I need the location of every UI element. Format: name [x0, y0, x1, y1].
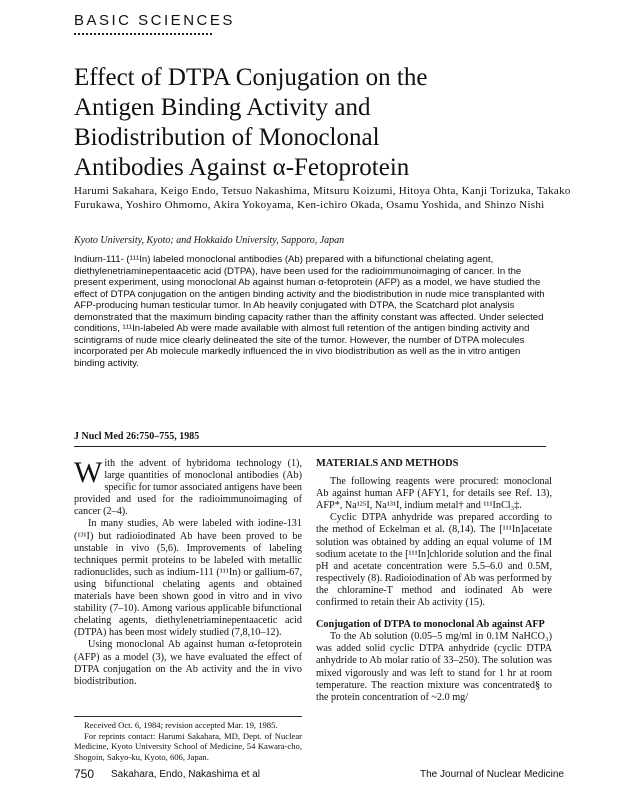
page-number: 750 — [74, 767, 95, 781]
title-line-2: Antigen Binding Activity and — [74, 94, 371, 121]
paragraph-conjugation: To the Ab solution (0.05–5 mg/ml in 0.1M NaHCO₃) was added solid cyclic DTPA anhydride (cyclic DTPA anhydride to Ab molar ratio of 33–250). The solution was mixed vigorously and was left to stand for 1 hr at room temperature. The reaction mixture was concentrated§ to the protein concentration of ~2.0 mg/ — [316, 631, 552, 703]
abstract-divider — [74, 446, 546, 447]
title-line-1: Effect of DTPA Conjugation on the — [74, 64, 428, 91]
left-column — [74, 458, 302, 688]
section-heading-methods: MATERIALS AND METHODS — [316, 458, 459, 469]
article-title — [74, 63, 594, 183]
subheading-conjugation: Conjugation of DTPA to monoclonal Ab against AFP — [316, 619, 545, 631]
author-list: Harumi Sakahara, Keigo Endo, Tetsuo Nakashima, Mitsuru Koizumi, Hitoya Ohta, Kanji Torizuka, Takako Furukawa, Yoshiro Ohmomo, Akira Yokoyama, Ken-ichiro Okada, Osamu Yoshida, and Shinzo Nishi — [74, 185, 571, 211]
title-line-3: Biodistribution of Monoclonal — [74, 124, 380, 151]
affiliation: Kyoto University, Kyoto; and Hokkaido University, Sapporo, Japan — [74, 235, 345, 246]
footnote — [74, 716, 302, 762]
abstract: Indium-111- (¹¹¹In) labeled monoclonal antibodies (Ab) prepared with a bifunctional chelating agent, diethylenetriaminepentaacetic acid (DTPA), have been used for the radioimmunoimaging of cancer. In the present experiment, using monoclonal Ab against human α-fetoprotein (AFP) as a model, we have studied the effect of DTPA conjugation on the antigen binding activity and the biodistribution in nude mice transplanted with AFP-producing human testicular tumor. In Ab heavily conjugated with DTPA, the Scatchard plot analysis demonstrated that the maximum binding capacity rather than the affinity constant was affected. Under selected conditions, ¹¹¹In-labeled Ab were made available with almost full retention of the antigen binding activity and scintigrams of nude mice clearly delineated the site of the tumor. However, the number of DTPA molecules incorporated per Ab molecule markedly influenced the in vivo biodistribution as well as the in vitro antigen binding activity. — [74, 254, 545, 369]
footnote-reprints: For reprints contact: Harumi Sakahara, MD, Dept. of Nuclear Medicine, Kyoto University School of Medicine, 54 Kawara-cho, Shogoin, Sakyo-ku, Kyoto, 606, Japan. — [74, 730, 302, 762]
paragraph-labeling: In many studies, Ab were labeled with iodine-131 (¹³¹I) but radioiodinated Ab have been proved to be unstable in vivo (5,6). Improvements of labeling techniques permit proteins to be labeled with metallic radionuclides, such as indium-111 (¹¹¹In) or gallium-67, using bifunctional chelating agents and obtained materials have been shown good in vitro and in vivo stability (7–10). Among various applicable bifunctional chelating agents, diethylenetriaminepentaacetic acid (DTPA) has been most widely studied (7,8,10–12). — [74, 518, 302, 639]
drop-cap: W — [74, 456, 103, 489]
intro-paragraph: With the advent of hybridoma technology (1), large quantities of monoclonal antibodies (Ab) specific for tumor associated antigens have been provided and used for the radioimmunoimaging of cancer (2–4). — [74, 456, 302, 518]
paragraph-dtpa-prep: Cyclic DTPA anhydride was prepared according to the method of Eckelman et al. (8,14). The [¹¹¹In]acetate solution was obtained by adding an equal volume of 1M sodium acetate to the [¹¹¹In]chloride solution and the final pH and acetate concentration were 5.5–6.0 and 0.5M, respectively (8). Radioiodination of Ab was performed by the chloramine-T method and iodinated Ab were confirmed to retain their Ab activity (15). — [316, 512, 552, 609]
running-authors: Sakahara, Endo, Nakashima et al — [111, 769, 260, 780]
paragraph-reagents: The following reagents were procured: monoclonal Ab against human AFP (AFY1, for details see Ref. 13), AFP*, Na¹²⁵I, Na¹³¹I, indium metal† and ¹¹¹InCl₃‡. — [316, 476, 552, 512]
journal-name: The Journal of Nuclear Medicine — [420, 769, 564, 780]
citation: J Nucl Med 26:750–755, 1985 — [74, 431, 200, 442]
section-divider — [74, 33, 212, 35]
right-column — [316, 458, 552, 704]
section-label: BASIC SCIENCES — [74, 12, 235, 29]
footnote-received: Received Oct. 6, 1984; revision accepted Mar. 19, 1985. — [84, 720, 278, 730]
title-line-4: Antibodies Against α-Fetoprotein — [74, 154, 410, 181]
paragraph-aim: Using monoclonal Ab against human α-fetoprotein (AFP) as a model (3), we have evaluated the effect of DTPA conjugation on the Ab activity and the in vivo biodistribution. — [74, 639, 302, 687]
